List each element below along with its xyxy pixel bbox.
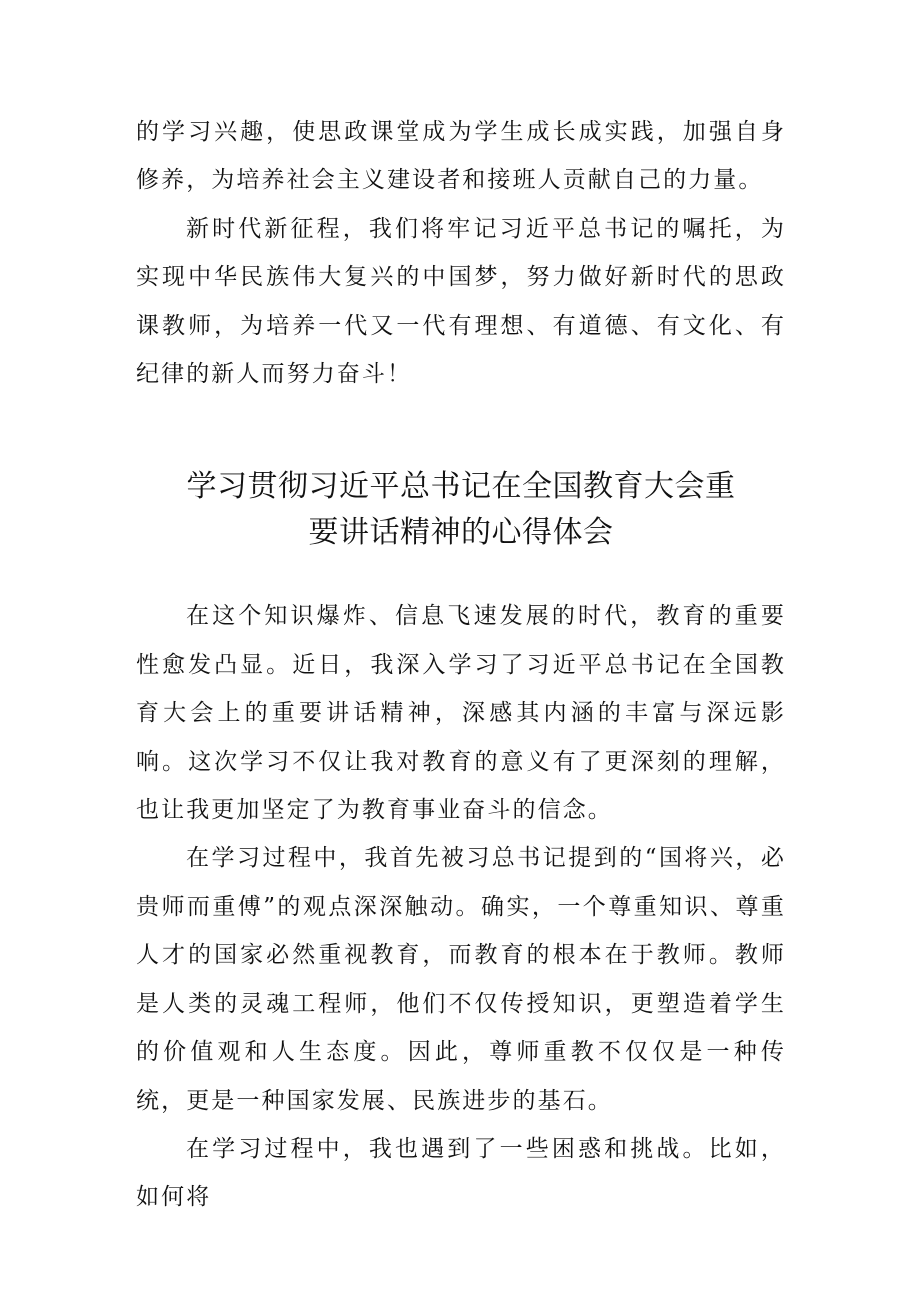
- paragraph-closing: 新时代新征程，我们将牢记习近平总书记的嘱托，为实现中华民族伟大复兴的中国梦，努力做好新时代的思政课教师，为培养一代又一代有理想、有道德、有文化、有纪律的新人而努力奋斗！: [136, 215, 786, 388]
- paragraph-intro: 在这个知识爆炸、信息飞速发展的时代，教育的重要性愈发凸显。近日，我深入学习了习近平总书记在全国教育大会上的重要讲话精神，深感其内涵的丰富与深远影响。这次学习不仅让我对教育的意义有了更深刻的理解，也让我更加坚定了为教育事业奋斗的信念。: [136, 603, 786, 824]
- document-title: [126, 464, 796, 556]
- paragraph-respect-teachers: 在学习过程中，我首先被习总书记提到的“国将兴，必贵师而重傅”的观点深深触动。确实，一个尊重知识、尊重人才的国家必然重视教育，而教育的根本在于教师。教师是人类的灵魂工程师，他们不仅传授知识，更塑造着学生的价值观和人生态度。因此，尊师重教不仅仅是一种传统，更是一种国家发展、民族进步的基石。: [136, 845, 786, 1114]
- paragraph-challenges: 在学习过程中，我也遇到了一些困惑和挑战。比如，如何将: [136, 1135, 786, 1211]
- document-page: [136, 108, 786, 1222]
- title-line-1: 学习贯彻习近平总书记在全国教育大会重: [186, 469, 736, 505]
- paragraph-continued: 的学习兴趣，使思政课堂成为学生成长成实践，加强自身修养，为培养社会主义建设者和接班人贡献自己的力量。: [136, 119, 786, 194]
- title-line-2: 要讲话精神的心得体会: [308, 515, 614, 551]
